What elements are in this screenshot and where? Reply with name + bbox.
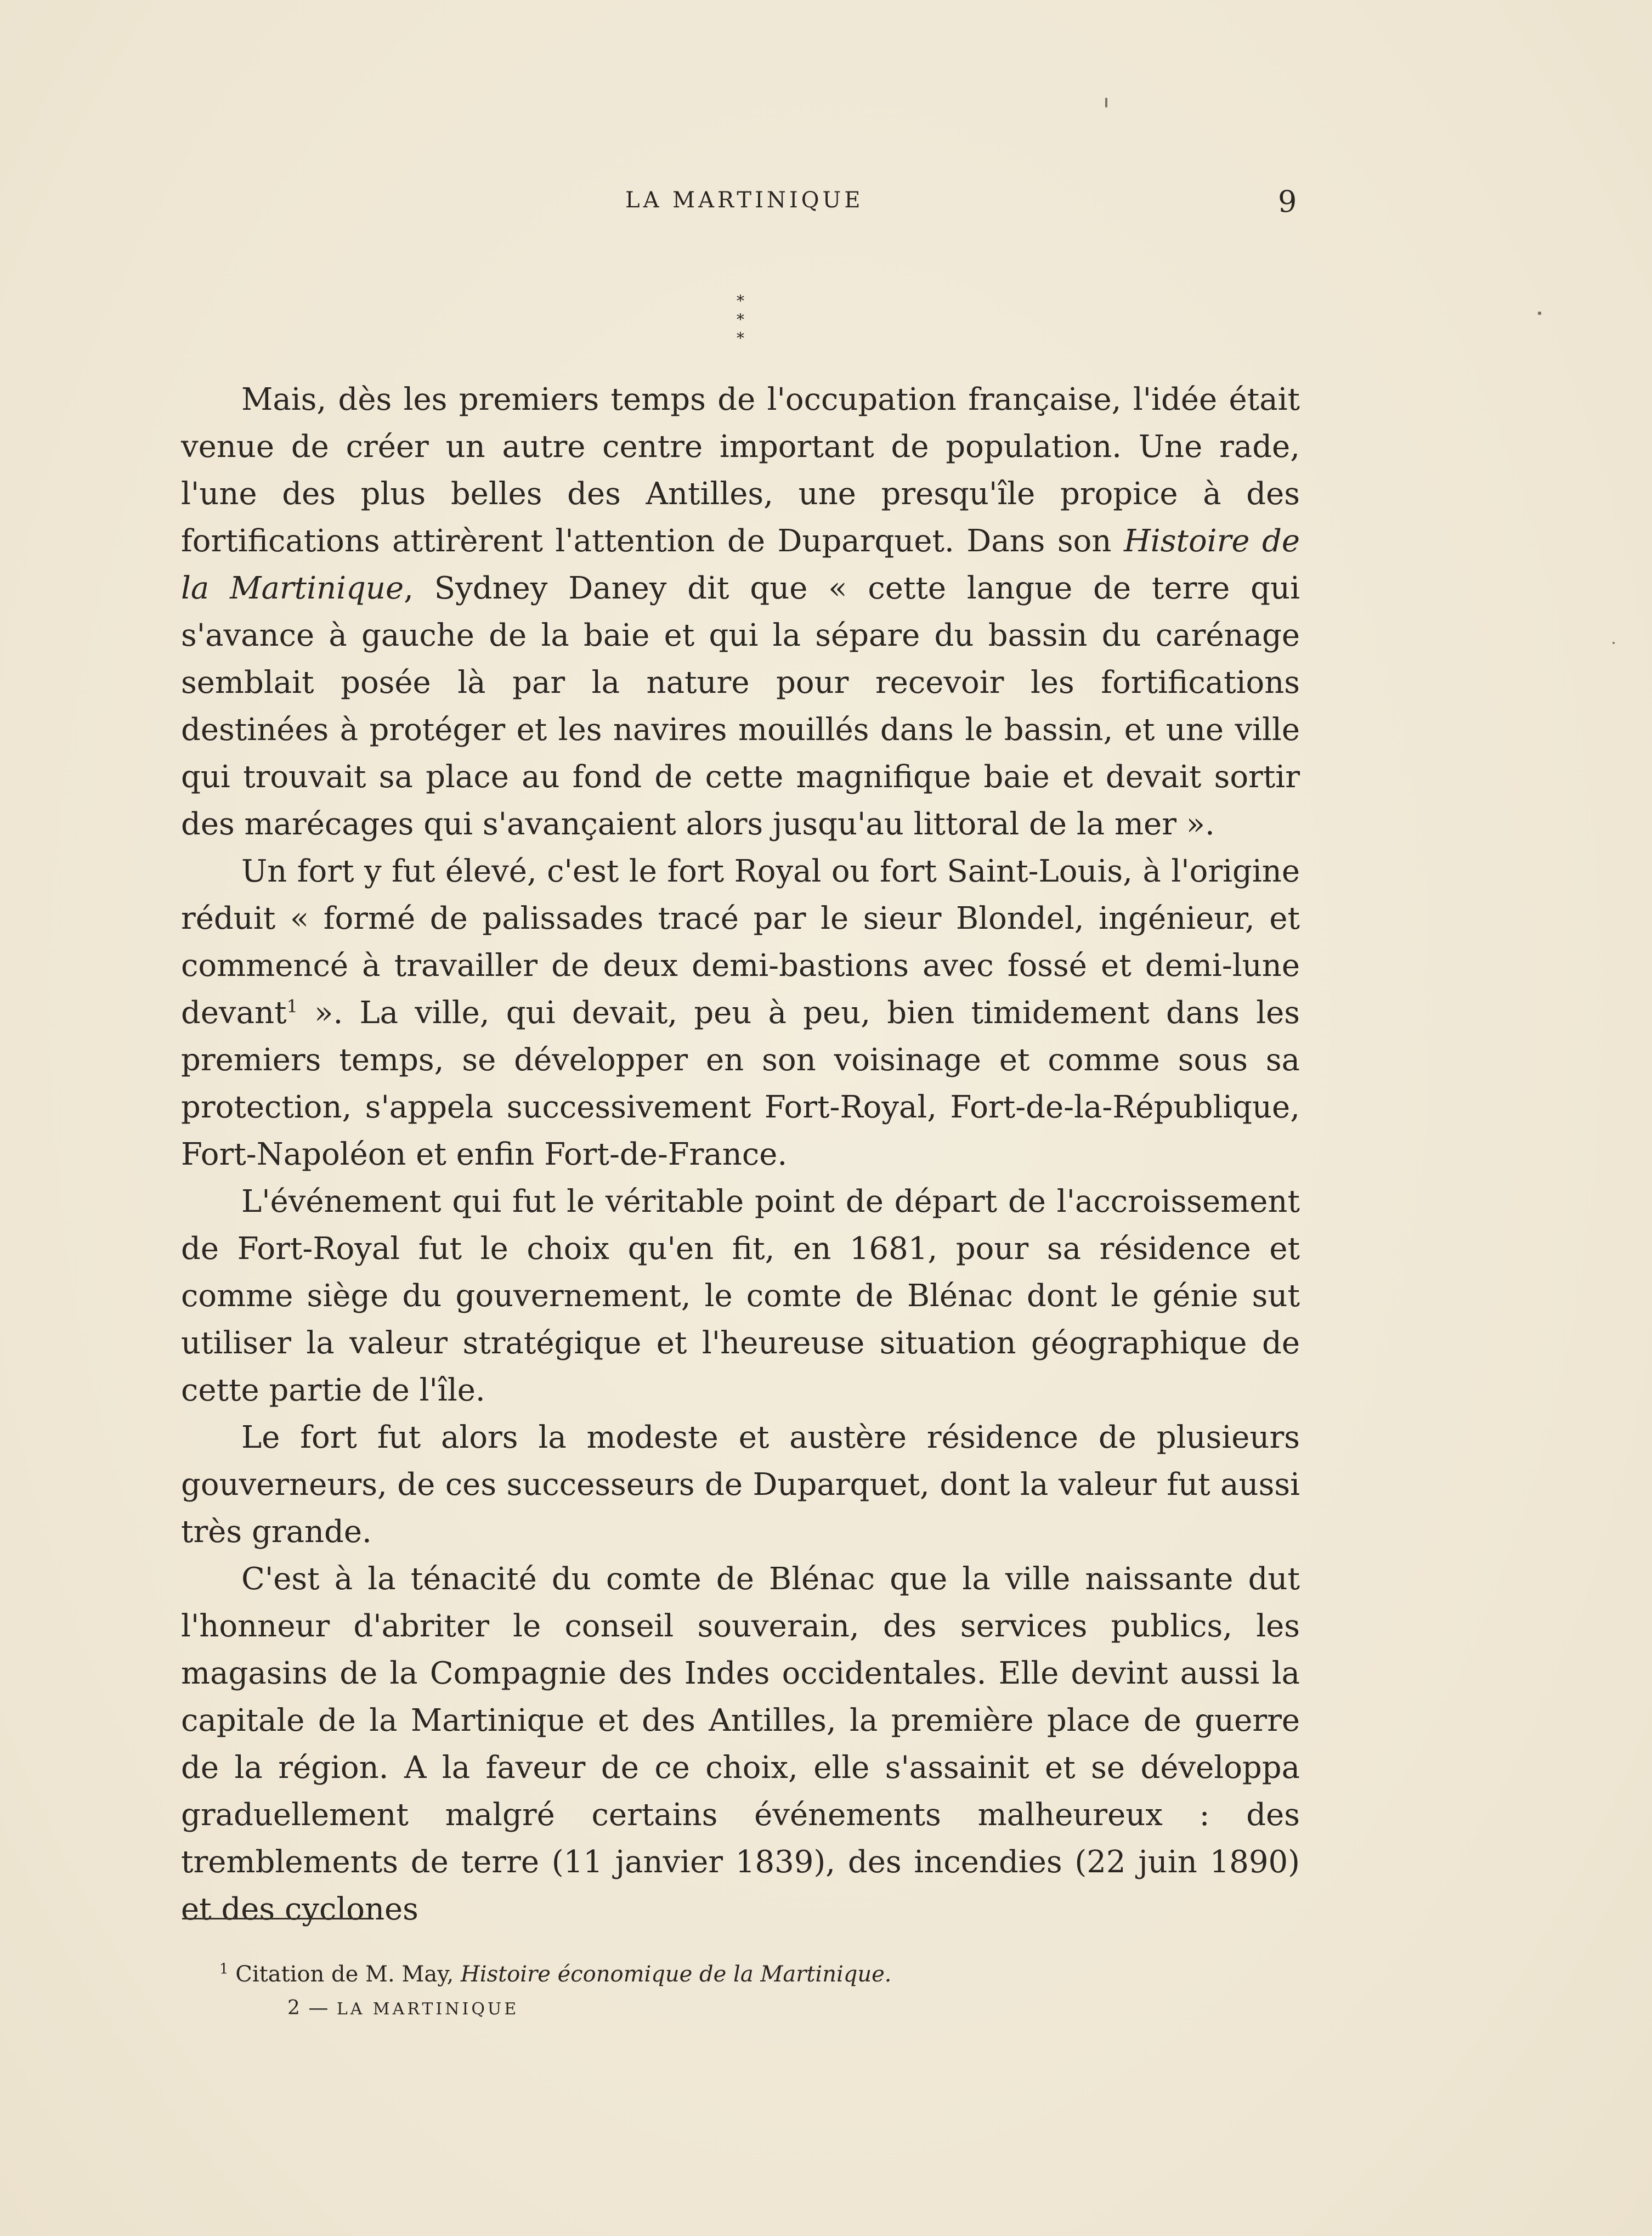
signature-sheet-number: 2 [287,1997,301,2019]
paragraph-2-part-a: Un fort y fut élevé, c'est le fort Royal ou fort Saint-Louis, à l'origine réduit « formé de palissades tracé par le sieur Blondel, ingénieur, et commencé à travailler de deux demi-bastions avec fossé et demi-lune devant [181,854,1300,1031]
asterism-bottom: * * [737,310,756,347]
paragraph-1 [181,376,1300,848]
paper-speck [1538,312,1541,315]
page-number: 9 [1278,184,1297,219]
body-text [181,376,1300,1933]
footnote-book-title: Histoire économique de la Martinique. [460,1962,892,1987]
signature-dash: — [308,1997,330,2019]
running-title: LA MARTINIQUE [625,188,864,213]
footnote-rule [182,1918,369,1919]
paragraph-3: L'événement qui fut le véritable point de départ de l'accroissement de Fort-Royal fut le choix qu'en fit, en 1681, pour sa résidence et comme siège du gouvernement, le comte de Blénac dont le génie sut utiliser la valeur stratégique et l'heureuse situation géographique de cette partie de l'île. [181,1184,1300,1408]
asterism-ornament [713,292,768,348]
paragraph-4: Le fort fut alors la modeste et austère résidence de plusieurs gouverneurs, de ces successeurs de Duparquet, dont la valeur fut aussi très grande. [181,1420,1300,1550]
footnote-text: Citation de M. May, [235,1962,461,1987]
paragraph-2-part-b: ». La ville, qui devait, peu à peu, bien timidement dans les premiers temps, se développer en son voisinage et comme sous sa protection, s'appela successivement Fort-Royal, Fort-de-la-République, Fort-Napoléon et enfin Fort-de-France. [181,995,1300,1172]
paragraph-5: C'est à la ténacité du comte de Blénac que la ville naissante dut l'honneur d'abriter le conseil souverain, des services publics, les magasins de la Compagnie des Indes occidentales. Elle devint aussi la capitale de la Martinique et des Antilles, la première place de guerre de la région. A la faveur de ce choix, elle s'assainit et se développa graduellement malgré certains événements malheureux : des tremblements de terre (11 janvier 1839), des incendies (22 juin 1890) et des cyclones [181,1561,1300,1927]
footnote-reference: 1 [286,996,298,1017]
paper-speck [1105,98,1107,108]
footnote [219,1961,892,1988]
book-title-histoire-de-la-martinique: Histoire de la Martinique [181,523,1300,606]
paragraph-1-part-a: Mais, dès les premiers temps de l'occupation française, l'idée était venue de créer un autre centre important de population. Une rade, l'une des plus belles des Antilles, une presqu'île propice à des fortifications attirèrent l'attention de Duparquet. Dans son [181,382,1300,559]
asterism-top: * [737,292,744,310]
printer-signature [287,1997,519,2019]
paragraph-1-part-b: , Sydney Daney dit que « cette langue de terre qui s'avance à gauche de la baie et qui la sépare du bassin du carénage semblait posée là par la nature pour recevoir les fortifications destinées à protéger et les navires mouillés dans le bassin, et une ville qui trouvait sa place au fond de cette magnifique baie et devait sortir des marécages qui s'avançaient alors jusqu'au littoral de la mer ». [181,571,1300,842]
signature-title: LA MARTINIQUE [336,2000,519,2019]
paragraph-2 [181,848,1300,1178]
footnote-mark: 1 [219,1961,229,1978]
paper-speck [1613,642,1615,644]
